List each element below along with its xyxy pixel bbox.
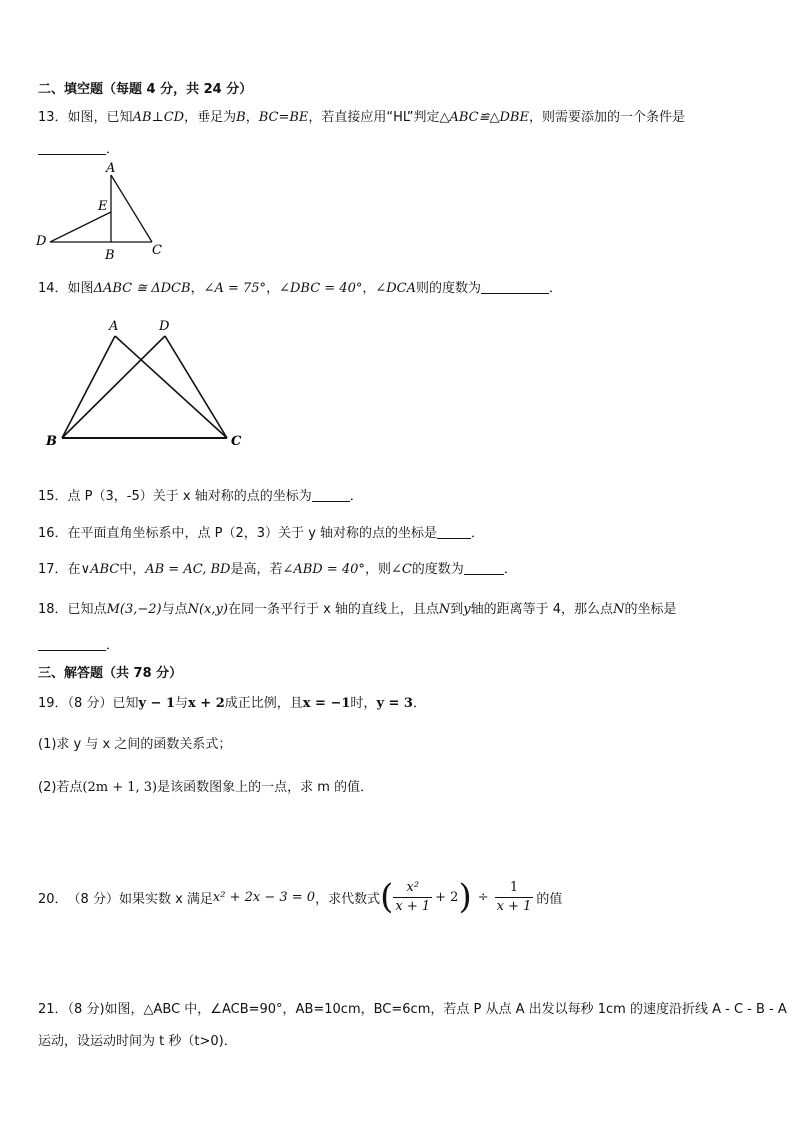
q18-y-axis: y <box>463 602 471 617</box>
q20-number: 20． <box>38 891 68 907</box>
q14-end: ． <box>549 281 563 296</box>
q19-expr-2: x + 2 <box>188 696 225 711</box>
q13-figure <box>30 160 180 265</box>
q14-answer-blank[interactable] <box>481 280 549 294</box>
question-16 <box>38 522 484 541</box>
q13-number: 13． <box>38 110 68 125</box>
q13-text: ，垂足为 <box>184 110 237 125</box>
q14-number: 14． <box>38 281 68 296</box>
q17-angle-c: ∠C <box>390 562 412 577</box>
q18-point-n: N <box>613 602 625 617</box>
q14-text: ， <box>362 281 376 296</box>
q17-angle-abd: ∠ABD = 40° <box>282 562 365 577</box>
q13-equality: BC=BE <box>258 110 309 125</box>
q16-answer-blank[interactable] <box>437 525 471 539</box>
label-d: D <box>36 234 47 249</box>
q18-point-m: M(3,−2) <box>106 602 162 617</box>
question-21 <box>38 998 787 1017</box>
q13-end: ． <box>106 142 120 157</box>
q18-point-n: N(x,y) <box>187 602 228 617</box>
q14-text: 则的度数为 <box>416 281 482 296</box>
fraction-numerator: 1 <box>495 879 534 898</box>
q13-perpendicular: AB⊥CD <box>132 110 185 125</box>
q18-point-n: N <box>438 602 451 617</box>
q13-text: ，则需要添加的一个条件是 <box>528 110 685 125</box>
q19-text: 是该函数图象上的一点，求 m 的值． <box>157 780 374 795</box>
label-c: C <box>152 243 162 258</box>
q20-fraction-1 <box>393 879 432 916</box>
q17-text: ，则 <box>364 562 391 577</box>
q19-expr-1: y − 1 <box>138 696 175 711</box>
q14-angle-a: ∠A = 75° <box>203 281 267 296</box>
left-paren: ( <box>380 877 394 917</box>
q19-part-1: (1)求 y 与 x 之间的函数关系式； <box>38 737 232 752</box>
q14-angle-dbc: ∠DBC = 40° <box>279 281 363 296</box>
q19-part-2 <box>38 776 373 795</box>
label-a: A <box>106 161 116 176</box>
q20-equation: x² + 2x − 3 = 0 <box>212 889 316 905</box>
q18-text: 在同一条平行于 x 轴的直线上，且点 <box>227 602 439 617</box>
fraction-numerator: x² <box>393 879 432 898</box>
segment-de <box>50 212 111 242</box>
q21-number: 21． <box>38 1002 68 1017</box>
q18-text: 轴的距离等于 4，那么点 <box>470 602 614 617</box>
q20-divide: ÷ <box>477 889 489 905</box>
q15-end: ． <box>349 489 363 504</box>
question-15 <box>38 485 363 504</box>
q18-text: 的坐标是 <box>624 602 677 617</box>
q20-plus-two: + 2 <box>435 889 459 905</box>
section-title-fill-in: 二、填空题（每题 4 分，共 24 分） <box>38 82 253 97</box>
q17-answer-blank[interactable] <box>464 561 504 575</box>
q18-text: 与点 <box>161 602 188 617</box>
q17-condition: AB = AC, BD <box>145 562 231 577</box>
q14-text: ， <box>190 281 204 296</box>
q13-text: ，若直接应用“HL”判定 <box>308 110 440 125</box>
q18-text: 已知点 <box>67 602 107 617</box>
q19-number: 19． <box>38 696 68 711</box>
q20-fraction-2 <box>495 879 534 916</box>
label-d: D <box>159 319 170 334</box>
segment-ba <box>62 336 115 438</box>
q13-foot: B <box>236 110 246 125</box>
question-17 <box>38 558 517 577</box>
q20-text: （8 分）如果实数 x 满足 <box>67 891 213 907</box>
q13-text: ， <box>245 110 259 125</box>
q19-text: (2)若点 <box>38 780 83 795</box>
q17-number: 17． <box>38 562 68 577</box>
q14-figure <box>40 314 260 454</box>
label-a: A <box>109 319 119 334</box>
q14-text: ， <box>266 281 280 296</box>
q13-answer-blank[interactable] <box>38 141 106 155</box>
question-13 <box>38 106 685 125</box>
q15-text: 点 P（3，-5）关于 x 轴对称的点的坐标为 <box>67 489 312 504</box>
q19-text: 与 <box>175 696 189 711</box>
question-18 <box>38 598 676 617</box>
q19-text: 成正比例，且 <box>224 696 303 711</box>
q19-cond-x: x = −1 <box>302 696 351 711</box>
segment-ac <box>111 175 152 242</box>
q17-text: 在 <box>67 562 81 577</box>
label-b: B <box>46 434 57 449</box>
q19-text: 时， <box>350 696 377 711</box>
section-title-solutions: 三、解答题（共 78 分） <box>38 666 183 681</box>
fraction-denominator: x + 1 <box>496 898 532 914</box>
q17-text: 中， <box>119 562 146 577</box>
q16-end: ． <box>471 526 485 541</box>
q19-point: (2m + 1, 3) <box>82 780 158 795</box>
q18-answer-line <box>38 634 119 653</box>
label-e: E <box>98 199 108 214</box>
label-c: C <box>231 434 242 449</box>
q15-number: 15． <box>38 489 68 504</box>
q16-text: 在平面直角坐标系中，点 P（2，3）关于 y 轴对称的点的坐标是 <box>67 526 438 541</box>
question-20 <box>38 872 562 922</box>
q16-number: 16． <box>38 526 68 541</box>
q17-triangle: ∨ABC <box>80 562 120 577</box>
q14-text: 如图 <box>67 281 94 296</box>
q20-text: ，求代数式 <box>315 891 381 907</box>
q20-text: 的值 <box>536 891 563 907</box>
q17-text: 的度数为 <box>411 562 464 577</box>
label-b: B <box>105 248 115 263</box>
q14-congruence: ΔABC ≅ ΔDCB <box>93 281 191 296</box>
q19-cond-y: y = 3 <box>376 696 413 711</box>
q15-answer-blank[interactable] <box>312 488 350 502</box>
q13-congruence: △ABC≌△DBE <box>439 110 529 125</box>
segment-bd <box>62 336 165 438</box>
q18-end: ． <box>106 638 120 653</box>
q18-number: 18． <box>38 602 68 617</box>
question-19 <box>38 692 426 711</box>
q13-text: 如图，已知 <box>67 110 133 125</box>
q17-end: ． <box>503 562 517 577</box>
segment-ac <box>115 336 227 438</box>
fraction-denominator: x + 1 <box>395 898 431 914</box>
segment-dc <box>165 336 227 438</box>
q19-text: （8 分）已知 <box>67 696 139 711</box>
question-14 <box>38 277 562 296</box>
q13-answer-line <box>38 138 119 157</box>
q21-line-2: 运动，设运动时间为 t 秒（t>0)． <box>38 1034 237 1049</box>
q19-end: ． <box>412 696 426 711</box>
q17-text: 是高，若 <box>230 562 283 577</box>
q18-answer-blank[interactable] <box>38 637 106 651</box>
q14-angle-dca: ∠DCA <box>375 281 417 296</box>
right-paren: ) <box>458 877 472 917</box>
q21-text: （8 分)如图，△ABC 中，∠ACB=90°，AB=10cm，BC=6cm，若点 P 从点 A 出发以每秒 1cm 的速度沿折线 A - C - B - A <box>67 1002 787 1017</box>
q18-text: 到 <box>450 602 464 617</box>
